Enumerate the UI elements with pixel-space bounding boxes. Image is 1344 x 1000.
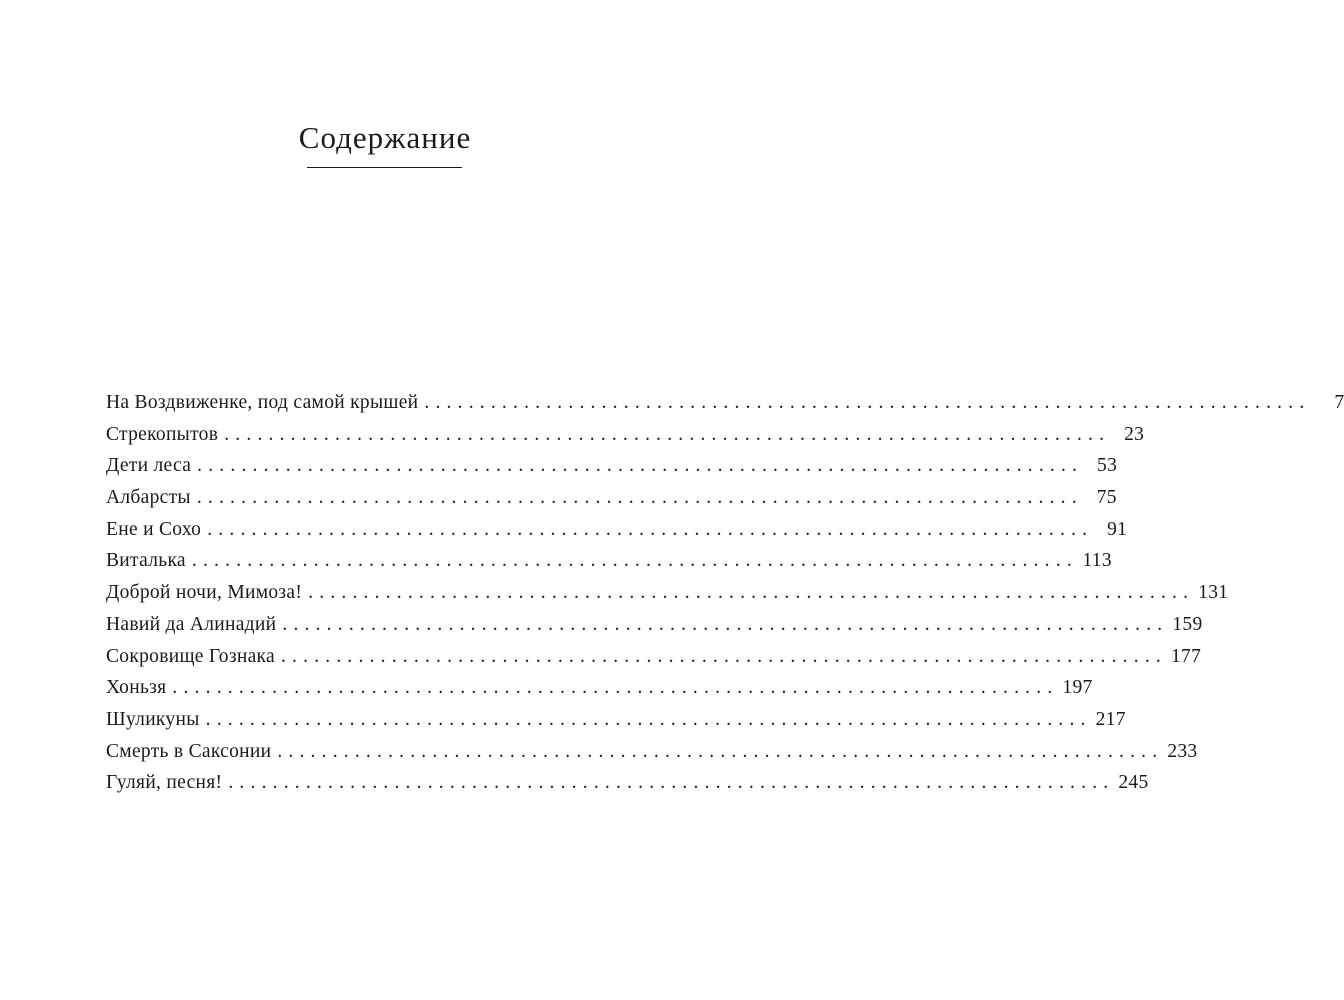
toc-dot-leader: ................................................................................ [282,613,1169,635]
toc-dot-leader: ................................................................................ [191,550,1078,572]
toc-dot-leader: ................................................................................ [207,518,1094,540]
toc-entry-page: 91 [1107,518,1128,540]
toc-entry-page: 53 [1097,455,1118,477]
toc-entry-page: 131 [1198,582,1229,604]
toc-entry-title: Гуляй, песня! [106,772,223,794]
toc-entry-title: Виталька [106,550,186,572]
toc-entry [106,423,1145,456]
toc-entry [106,708,1126,741]
toc-entry-title: Албарсты [106,487,191,509]
toc-entry [106,645,1202,678]
toc-entry-title: Доброй ночи, Мимоза! [106,582,303,604]
toc-entry [106,455,1118,487]
toc-entry-title: Сокровище Гознака [106,645,275,667]
toc-entry-title: Хоньзя [106,677,167,699]
toc-entry [106,677,1093,709]
toc-entry [106,740,1198,773]
toc-entry-title: На Воздвиженке, под самой крышей [106,392,419,413]
toc-entry-title: Шуликуны [106,708,200,730]
toc-dot-leader: ................................................................................ [280,645,1167,667]
toc-entry-title: Стрекопытов [106,423,219,445]
toc-entry [106,550,1112,582]
toc-dot-leader: ................................................................................ [197,455,1084,477]
toc-entry [106,582,1229,614]
toc-entry-page: 113 [1082,550,1112,572]
toc-entry-page: 7 [1334,392,1344,413]
toc-entry [106,518,1128,551]
toc-entry-page: 245 [1118,772,1149,794]
toc-entry-title: Смерть в Саксонии [106,740,272,762]
toc-entry-title: Ене и Сохо [106,518,202,540]
toc-entry-page: 197 [1062,677,1093,699]
toc-entry-title: Навий да Алинадий [106,613,277,635]
toc-dot-leader: ................................................................................ [196,487,1083,509]
toc-entry-page: 233 [1167,740,1198,762]
toc-dot-leader: ................................................................................ [205,708,1092,730]
page-title: Содержание [298,120,472,155]
toc-entry [106,772,1149,804]
toc-entry-page: 217 [1095,708,1126,730]
toc-entry [106,392,1344,424]
toc-dot-leader: ................................................................................ [224,423,1111,445]
toc-entry [106,487,1117,519]
toc-dot-leader: ................................................................................ [228,772,1115,794]
toc-dot-leader: ................................................................................ [172,677,1059,699]
toc-entry-page: 177 [1170,645,1202,667]
toc-entry-page: 75 [1096,487,1117,509]
toc-entry-title: Дети леса [106,455,192,477]
table-of-contents [106,392,1344,804]
toc-dot-leader: ................................................................................ [308,582,1195,604]
toc-entry [106,613,1203,646]
toc-dot-leader: ................................................................................ [424,392,1311,413]
toc-dot-leader: ................................................................................ [277,740,1164,762]
title-underline [307,167,462,168]
toc-entry-page: 159 [1172,613,1203,635]
toc-entry-page: 23 [1124,423,1145,445]
